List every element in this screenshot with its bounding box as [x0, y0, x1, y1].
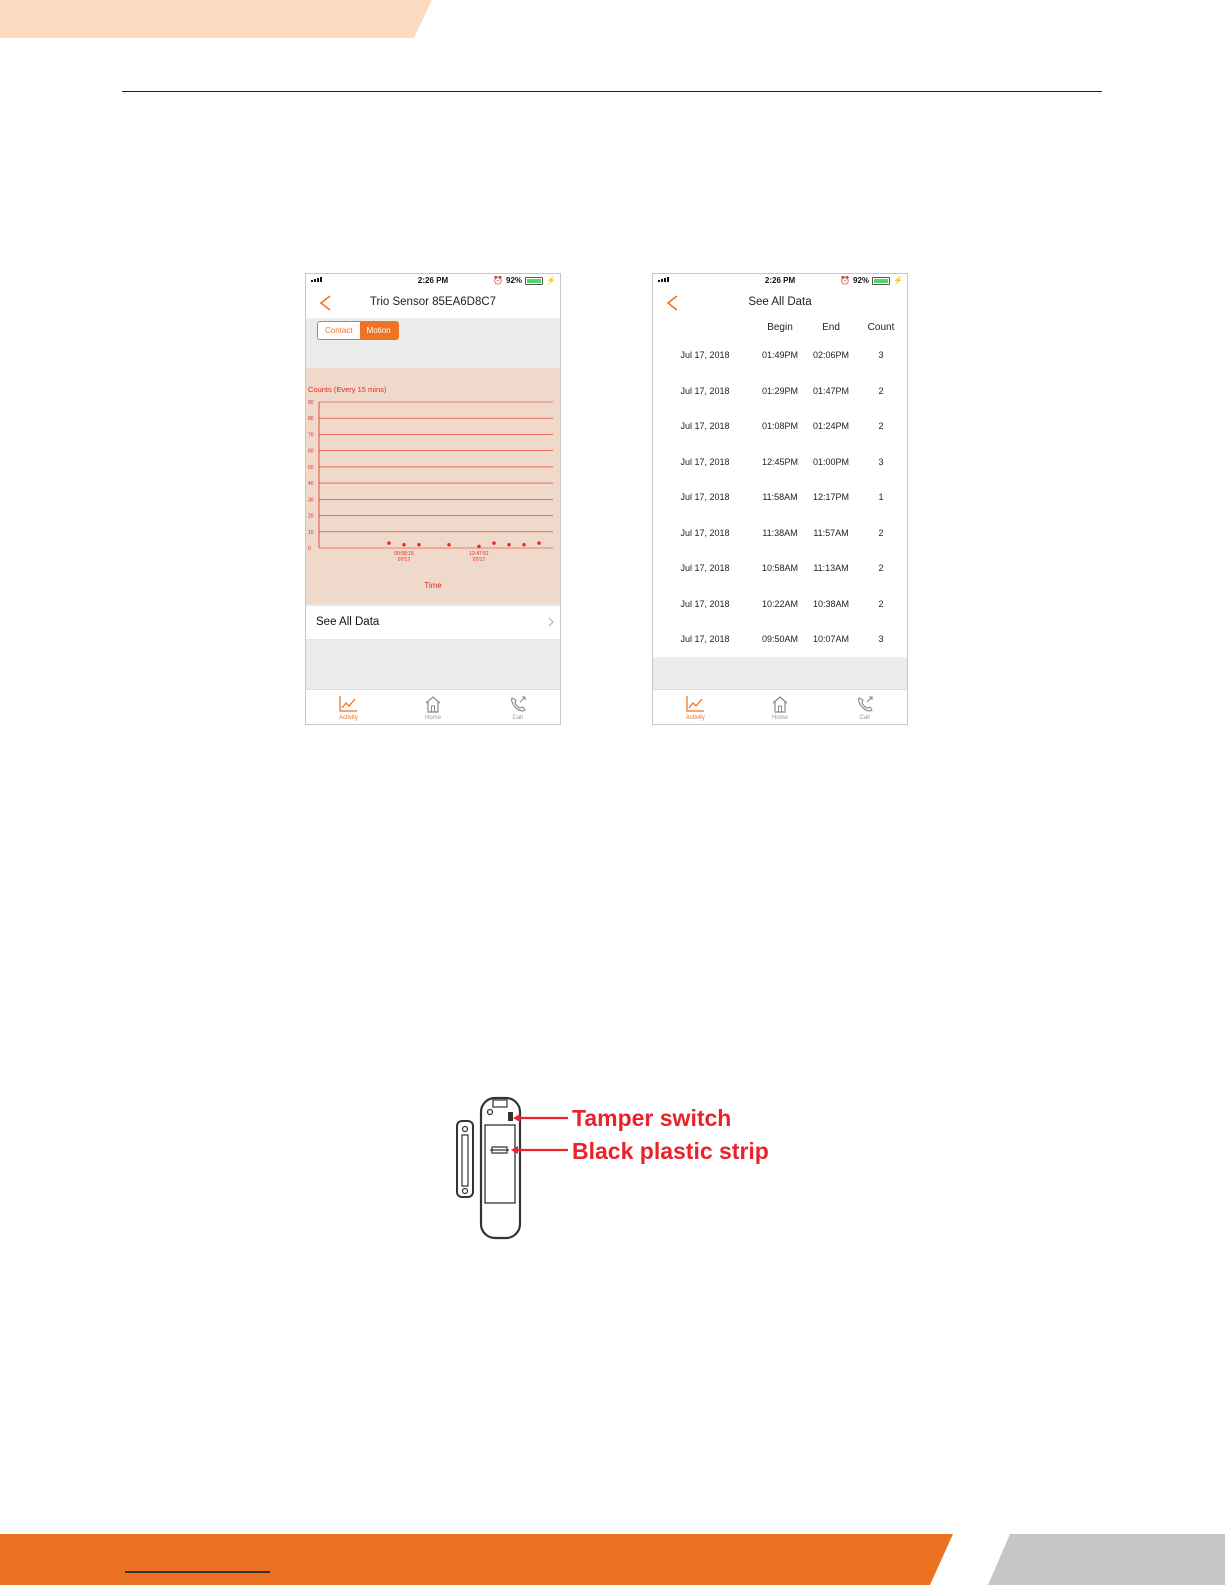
- row-count: 3: [878, 634, 884, 644]
- row-count: 1: [878, 492, 884, 502]
- battery-icon: [525, 277, 543, 285]
- table-row: [653, 528, 907, 548]
- y-tick-label: 80: [308, 416, 314, 423]
- tab-call[interactable]: [822, 690, 907, 725]
- battery-icon: [872, 277, 890, 285]
- see-all-data-label: See All Data: [316, 616, 380, 628]
- row-end: 10:38AM: [812, 598, 850, 609]
- column-begin: Begin: [767, 322, 793, 333]
- row-date: Jul 17, 2018: [680, 456, 730, 467]
- row-begin: 09:50AM: [761, 634, 799, 644]
- tab-label: Activity: [338, 715, 358, 721]
- data-point: [522, 543, 525, 546]
- tab-bar: [653, 689, 907, 725]
- tab-activity[interactable]: [306, 690, 391, 725]
- tab-label: Call: [859, 715, 870, 721]
- footer-band: [0, 1534, 1225, 1585]
- header-rule: [122, 91, 1102, 92]
- home-icon: [770, 695, 790, 713]
- tab-label: Activity: [685, 715, 705, 721]
- tamper-switch: [508, 1112, 513, 1121]
- row-date: Jul 17, 2018: [680, 598, 730, 609]
- charging-icon: ⚡: [546, 276, 556, 285]
- battery-percent: 92%: [853, 276, 870, 285]
- table-row: [653, 457, 907, 477]
- row-begin: 11:38AM: [762, 527, 798, 538]
- row-end: 10:07AM: [812, 634, 850, 644]
- callout-black-plastic-strip: Black plastic strip: [572, 1138, 769, 1164]
- data-point: [537, 541, 540, 544]
- row-count: 3: [878, 456, 884, 467]
- data-point: [477, 545, 480, 548]
- activity-chart-icon: [685, 695, 705, 713]
- row-begin: 10:22AM: [761, 598, 799, 609]
- table-row: [653, 563, 907, 583]
- row-end: 01:24PM: [812, 421, 850, 431]
- row-date: Jul 17, 2018: [680, 385, 730, 396]
- tab-home[interactable]: [738, 690, 823, 725]
- row-begin: 01:49PM: [761, 350, 799, 360]
- tab-label: Call: [512, 715, 523, 721]
- sensor-activity-screen: [305, 273, 561, 725]
- table-row: [653, 421, 907, 441]
- row-end: 12:17PM: [812, 492, 850, 502]
- row-begin: 10:58AM: [761, 563, 799, 573]
- row-count: 2: [878, 598, 884, 609]
- row-count: 2: [878, 385, 884, 396]
- row-end: 11:13AM: [813, 563, 849, 573]
- table-row: [653, 386, 907, 406]
- x-tick-date: 07/17: [472, 557, 486, 563]
- row-begin: 01:08PM: [761, 421, 799, 431]
- phone-call-icon: [855, 695, 875, 713]
- tab-home[interactable]: [391, 690, 476, 725]
- y-tick-label: 10: [308, 529, 314, 536]
- y-tick-label: 50: [308, 464, 314, 471]
- row-end: 02:06PM: [812, 350, 850, 360]
- status-bar: [306, 274, 560, 288]
- tab-activity[interactable]: [653, 690, 738, 725]
- x-axis-label: Time: [424, 581, 442, 590]
- row-count: 2: [878, 563, 884, 573]
- activity-chart-icon: [338, 695, 358, 713]
- status-bar: [653, 274, 907, 288]
- row-count: 2: [878, 527, 884, 538]
- data-table: [653, 318, 907, 657]
- table-row: [653, 492, 907, 512]
- battery-percent: 92%: [506, 276, 523, 285]
- y-tick-label: 60: [308, 448, 314, 455]
- y-tick-label: 20: [308, 513, 314, 520]
- motion-count-chart: [306, 368, 560, 604]
- row-count: 3: [878, 350, 884, 360]
- row-begin: 12:45PM: [761, 456, 799, 467]
- page-title: Trio Sensor 85EA6D8C7: [369, 296, 497, 308]
- row-begin: 01:29PM: [761, 385, 799, 396]
- status-time: 2:26 PM: [764, 276, 796, 285]
- y-tick-label: 30: [308, 497, 314, 504]
- status-time: 2:26 PM: [417, 276, 449, 285]
- sensor-diagram: [450, 1090, 570, 1240]
- table-row: [653, 599, 907, 619]
- alarm-icon: ⏰: [840, 276, 851, 285]
- tab-call[interactable]: [475, 690, 560, 725]
- header-accent-band: [0, 0, 440, 38]
- x-tick-time: 12:47:51: [469, 551, 489, 557]
- see-all-data-row[interactable]: [306, 605, 560, 640]
- phone-call-icon: [508, 695, 528, 713]
- data-point: [387, 541, 390, 544]
- column-count: Count: [867, 322, 895, 333]
- home-icon: [423, 695, 443, 713]
- see-all-data-screen: [652, 273, 908, 725]
- y-tick-label: 40: [308, 481, 314, 488]
- chart-svg: [306, 368, 560, 604]
- alarm-icon: ⏰: [493, 276, 504, 285]
- x-tick-date: 07/17: [397, 557, 411, 563]
- footer-link-underline[interactable]: [125, 1571, 270, 1573]
- segment-contact[interactable]: Contact: [318, 322, 360, 339]
- row-date: Jul 17, 2018: [680, 421, 730, 431]
- y-tick-label: 90: [308, 400, 314, 406]
- data-point: [417, 543, 420, 546]
- table-row: [653, 634, 907, 654]
- table-row: [653, 350, 907, 370]
- row-end: 01:00PM: [812, 456, 850, 467]
- table-header: [653, 318, 907, 340]
- nav-bar: [653, 288, 907, 318]
- data-point: [447, 543, 450, 546]
- row-date: Jul 17, 2018: [680, 563, 730, 573]
- y-tick-label: 0: [308, 546, 311, 552]
- row-date: Jul 17, 2018: [680, 350, 730, 360]
- chart-title: Counts (Every 15 mins): [308, 385, 387, 394]
- charging-icon: ⚡: [893, 276, 903, 285]
- x-tick-time: 09:58:15: [394, 551, 414, 557]
- data-point: [402, 543, 405, 546]
- row-begin: 11:58AM: [762, 492, 798, 502]
- chevron-right-icon: [547, 617, 555, 627]
- sensor-type-toggle: [317, 321, 399, 340]
- tab-bar: [306, 689, 560, 725]
- row-end: 11:57AM: [813, 527, 849, 538]
- row-date: Jul 17, 2018: [680, 492, 730, 502]
- nav-bar: [306, 288, 560, 318]
- row-count: 2: [878, 421, 884, 431]
- row-date: Jul 17, 2018: [680, 634, 730, 644]
- segment-motion[interactable]: Motion: [360, 322, 398, 339]
- tab-label: Home: [425, 715, 442, 721]
- data-point: [492, 541, 495, 544]
- tab-label: Home: [772, 715, 789, 721]
- callout-tamper-switch: Tamper switch: [572, 1105, 732, 1131]
- page-title: See All Data: [748, 296, 812, 308]
- data-point: [507, 543, 510, 546]
- row-end: 01:47PM: [812, 385, 850, 396]
- column-end: End: [822, 322, 840, 333]
- y-tick-label: 70: [308, 432, 314, 439]
- sensor-body: [481, 1098, 520, 1238]
- row-date: Jul 17, 2018: [680, 527, 730, 538]
